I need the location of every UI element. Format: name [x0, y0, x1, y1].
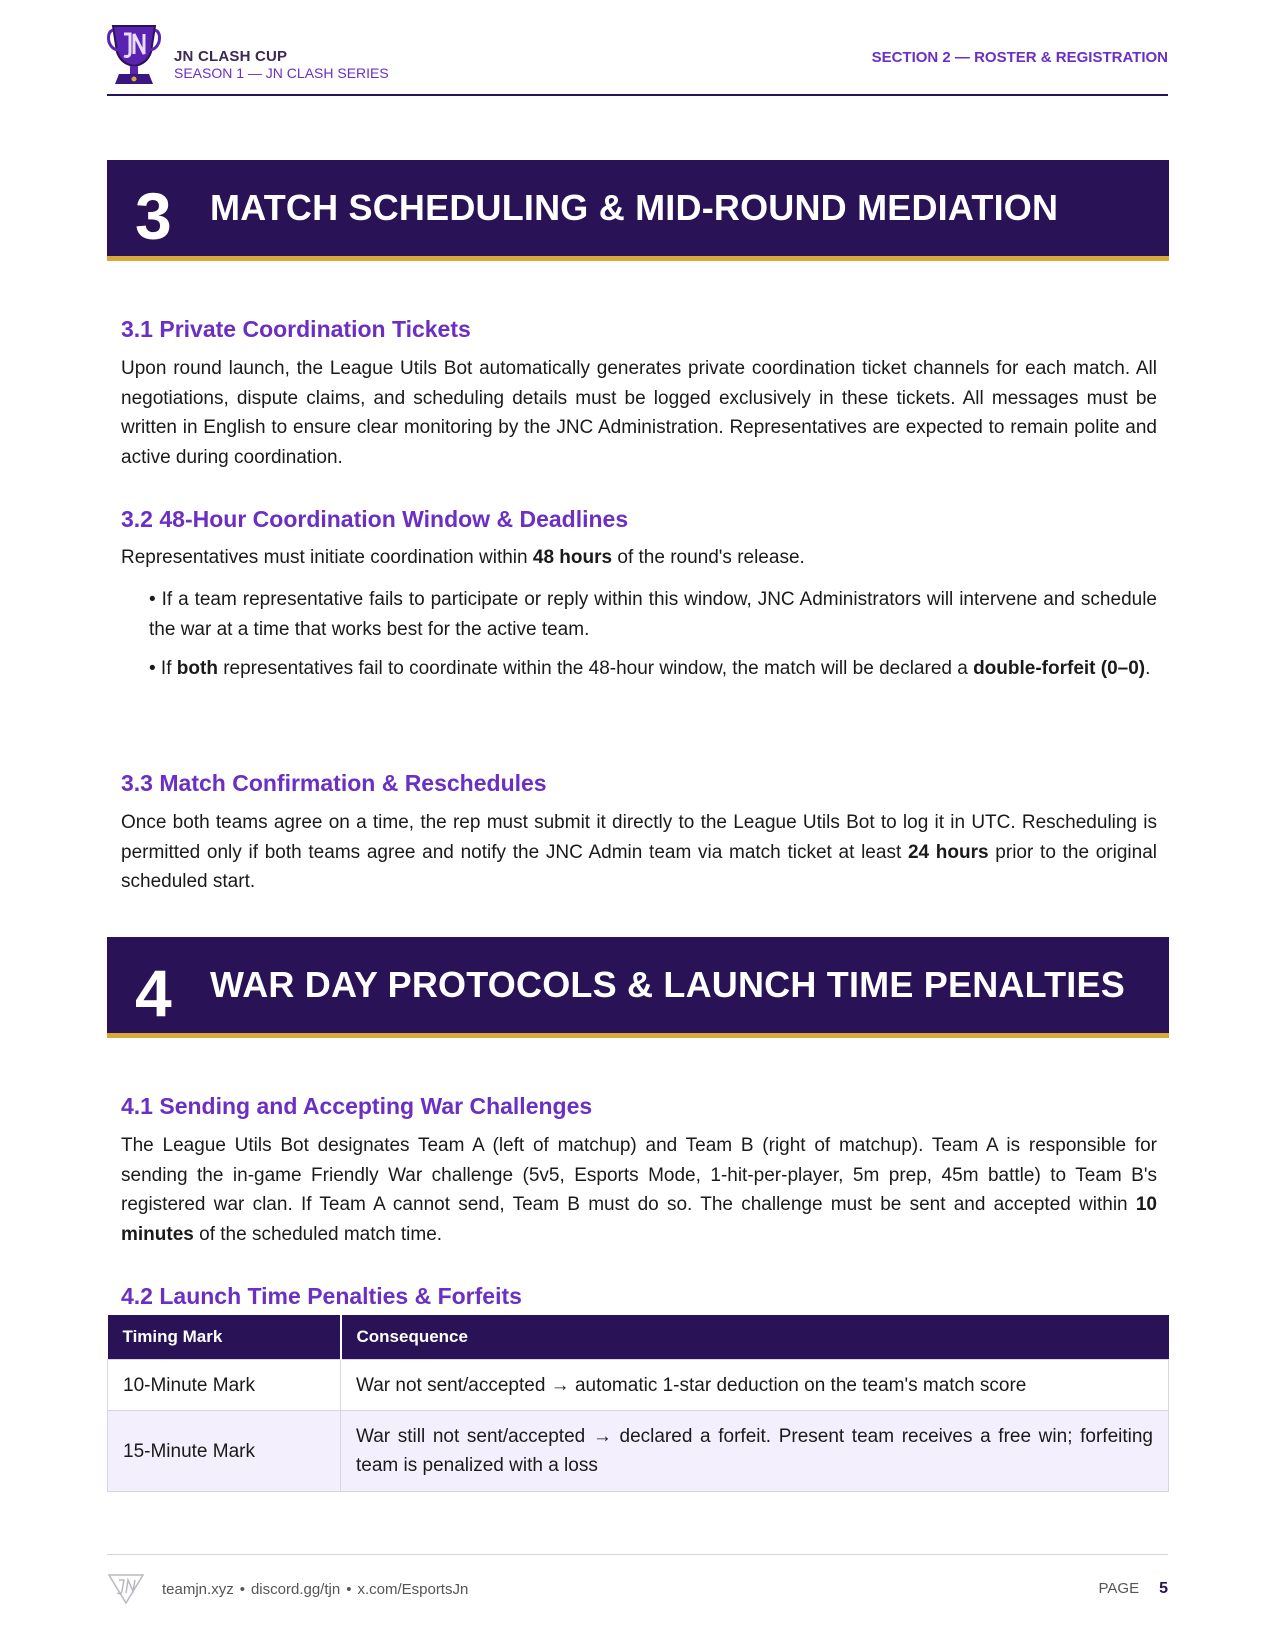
consequence-cell: War still not sent/accepted → declared a forfeit. Present team receives a free win; forfeiting team is penalized with a loss	[341, 1411, 1169, 1492]
consequence-cell: War not sent/accepted → automatic 1-star deduction on the team's match score	[341, 1360, 1169, 1411]
page-indicator	[1099, 1580, 1168, 1598]
paragraph-3-3: Once both teams agree on a time, the rep must submit it directly to the League Utils Bot to log it in UTC. Rescheduling is permitted only if both teams agree and notify the JNC Admin team via match ticket at least 24 hours prior to the original scheduled start.	[121, 812, 1157, 892]
paragraph-3-2: Representatives must initiate coordination within 48 hours of the round's release.	[121, 547, 805, 568]
table-header-row	[108, 1315, 1169, 1360]
heading-3-1: 3.1 Private Coordination Tickets	[121, 316, 471, 342]
section-number: 3	[135, 179, 172, 253]
footer-link-website[interactable]: teamjn.xyz	[162, 1581, 234, 1598]
bullet-3-2-1: • If a team representative fails to participate or reply within this window, JNC Administrators will intervene and schedule the war at a time that works best for the active team.	[149, 589, 1157, 640]
table-row	[108, 1411, 1169, 1492]
footer-link-x[interactable]: x.com/EsportsJn	[357, 1581, 469, 1598]
heading-4-2: 4.2 Launch Time Penalties & Forfeits	[121, 1283, 522, 1309]
page-header	[107, 22, 1168, 96]
brand-title: JN CLASH CUP	[174, 48, 288, 65]
page-number: 5	[1159, 1580, 1168, 1597]
page-label: PAGE	[1098, 1580, 1140, 1597]
footer-links	[162, 1581, 468, 1598]
footer-link-discord[interactable]: discord.gg/tjn	[250, 1581, 341, 1598]
column-header-timing: Timing Mark	[108, 1315, 341, 1360]
section-title: WAR DAY PROTOCOLS & LAUNCH TIME PENALTIES	[210, 964, 1125, 1005]
page-footer	[107, 1554, 1168, 1615]
trophy-logo-icon	[107, 22, 161, 88]
heading-3-2: 3.2 48-Hour Coordination Window & Deadlines	[121, 506, 629, 532]
section-banner-4	[107, 937, 1169, 1038]
jn-monogram-icon	[107, 1571, 145, 1605]
section-label: SECTION 2 — ROSTER & REGISTRATION	[871, 49, 1168, 66]
timing-cell: 10-Minute Mark	[108, 1360, 341, 1411]
footer-separator: •	[239, 1581, 245, 1598]
bullet-3-2-2: • If both representatives fail to coordinate within the 48-hour window, the match will be declared a double-forfeit (0–0).	[149, 658, 1151, 679]
section-title: MATCH SCHEDULING & MID-ROUND MEDIATION	[210, 187, 1059, 228]
section-number: 4	[135, 956, 172, 1030]
heading-3-3: 3.3 Match Confirmation & Reschedules	[121, 770, 547, 796]
paragraph-4-1: The League Utils Bot designates Team A (left of matchup) and Team B (right of matchup). Team A is responsible for sending the in-game Friendly War challenge (5v5, Esports Mode, 1-hit-per-player, 5m prep, 45m battle) to Team B's registered war clan. If Team A cannot send, Team B must do so. The challenge must be sent and accepted within 10 minutes of the scheduled match time.	[121, 1135, 1157, 1245]
footer-separator: •	[346, 1581, 352, 1598]
penalties-table	[107, 1315, 1169, 1492]
table-row	[108, 1360, 1169, 1411]
column-header-consequence: Consequence	[341, 1315, 1169, 1360]
section-banner-3	[107, 160, 1169, 261]
brand-subtitle: SEASON 1 — JN CLASH SERIES	[174, 65, 389, 81]
heading-4-1: 4.1 Sending and Accepting War Challenges	[121, 1093, 593, 1119]
brand-block	[174, 48, 389, 82]
paragraph-3-1: Upon round launch, the League Utils Bot automatically generates private coordination ticket channels for each match. All negotiations, dispute claims, and scheduling details must be logged exclusively in these tickets. All messages must be written in English to ensure clear monitoring by the JNC Administration. Representatives are expected to remain polite and active during coordination.	[121, 358, 1157, 468]
timing-cell: 15-Minute Mark	[108, 1411, 341, 1492]
